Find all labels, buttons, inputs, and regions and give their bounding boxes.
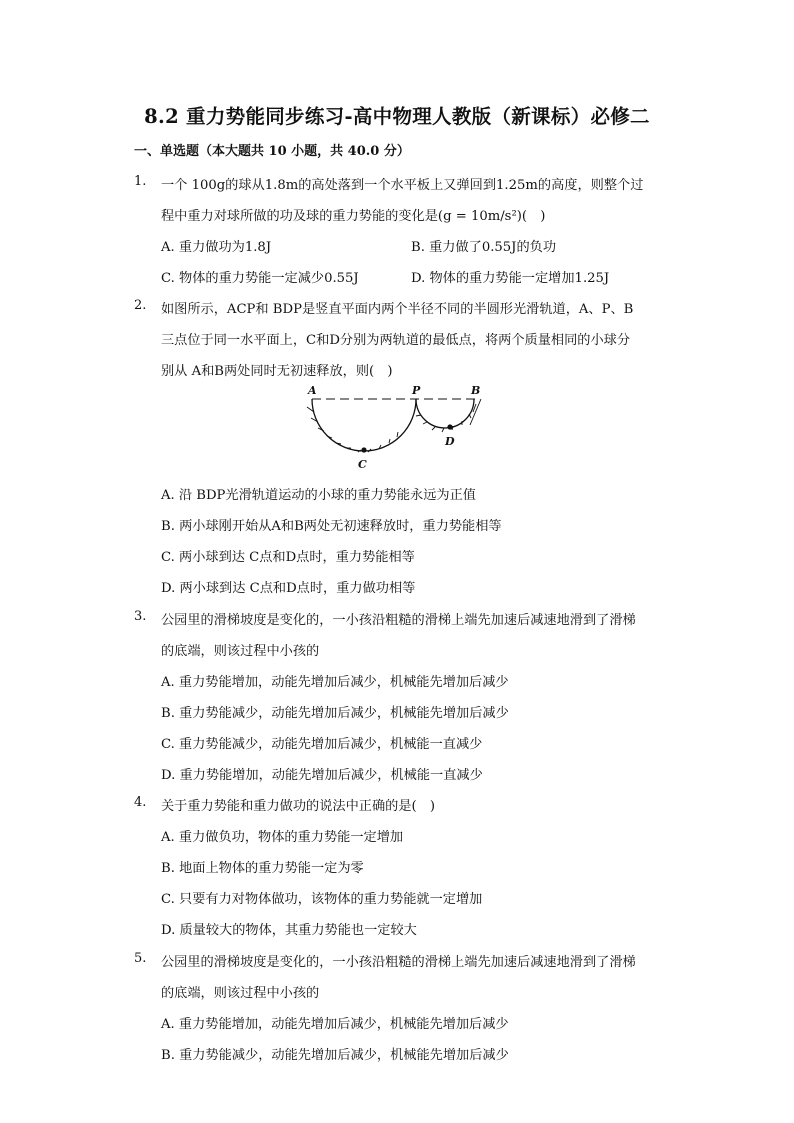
option-b[interactable]: B. 重力势能减少，动能先增加后减少，机械能先增加后减少 [161,706,509,721]
question-number: 3. [134,609,147,624]
option-b[interactable]: B. 重力做了0.55J的负功 [411,240,557,255]
question-text-line: 三点位于同一水平面上，C和D分别为两轨道的最低点，将两个质量相同的小球分 [161,333,631,348]
question-number: 1. [134,174,147,189]
option-c[interactable]: C. 物体的重力势能一定减少0.55J [161,271,359,286]
ball-c [361,447,366,452]
question-text-line: 别从 A和B两处同时无初速释放，则( ) [161,364,393,379]
section-heading: 一、单选题（本大题共 10 小题，共 40.0 分） [134,144,410,159]
option-c[interactable]: C. 两小球到达 C点和D点时，重力势能相等 [161,550,415,565]
question-text-line: 的底端，则该过程中小孩的 [161,986,320,1001]
question-number: 2. [134,298,147,313]
question-text-line: 的底端，则该过程中小孩的 [161,644,320,659]
label-c: C [358,458,367,471]
option-d[interactable]: D. 质量较大的物体，其重力势能也一定较大 [161,923,417,938]
question-text-line: 公园里的滑梯坡度是变化的，一小孩沿粗糙的滑梯上端先加速后减速地滑到了滑梯 [161,613,636,628]
label-a: A [308,384,317,397]
option-d[interactable]: D. 两小球到达 C点和D点时，重力做功相等 [161,581,416,596]
hatch-marks [307,399,481,452]
option-c[interactable]: C. 重力势能减少，动能先增加后减少，机械能一直减少 [161,737,483,752]
ball-d [447,424,452,429]
option-b[interactable]: B. 重力势能减少，动能先增加后减少，机械能先增加后减少 [161,1048,509,1063]
question-number: 5. [134,951,147,966]
option-c[interactable]: C. 只要有力对物体做功，该物体的重力势能就一定增加 [161,892,483,907]
option-b[interactable]: B. 两小球刚开始从A和B两处无初速释放时，重力势能相等 [161,519,502,534]
option-a[interactable]: A. 沿 BDP光滑轨道运动的小球的重力势能永远为正值 [161,488,476,503]
option-a[interactable]: A. 重力势能增加，动能先增加后减少，机械能先增加后减少 [161,675,509,690]
page-title: 8.2 重力势能同步练习-高中物理人教版（新课标）必修二 [144,105,650,128]
label-b: B [471,384,481,397]
question-text-line: 关于重力势能和重力做功的说法中正确的是( ) [161,799,436,814]
question-text-line: 一个 100g的球从1.8m的高处落到一个水平板上又弹回到1.25m的高度，则整个过 [161,178,644,193]
question-text-line: 公园里的滑梯坡度是变化的，一小孩沿粗糙的滑梯上端先加速后减速地滑到了滑梯 [161,955,636,970]
option-b[interactable]: B. 地面上物体的重力势能一定为零 [161,861,364,876]
option-a[interactable]: A. 重力做功为1.8J [161,240,272,255]
option-a[interactable]: A. 重力做负功，物体的重力势能一定增加 [161,830,404,845]
option-d[interactable]: D. 重力势能增加，动能先增加后减少，机械能一直减少 [161,768,483,783]
question-text-line: 程中重力对球所做的功及球的重力势能的变化是(g = 10m/s²)( ) [161,209,546,224]
label-d: D [445,435,455,448]
question-number: 4. [134,795,147,810]
option-d[interactable]: D. 物体的重力势能一定增加1.25J [411,271,610,286]
large-semicircle-track [312,399,416,451]
option-a[interactable]: A. 重力势能增加，动能先增加后减少，机械能先增加后减少 [161,1017,509,1032]
question-text-line: 如图所示，ACP和 BDP是竖直平面内两个半径不同的半圆形光滑轨道，A、P、B [161,302,634,317]
track-diagram [300,382,500,474]
label-p: P [412,384,421,397]
